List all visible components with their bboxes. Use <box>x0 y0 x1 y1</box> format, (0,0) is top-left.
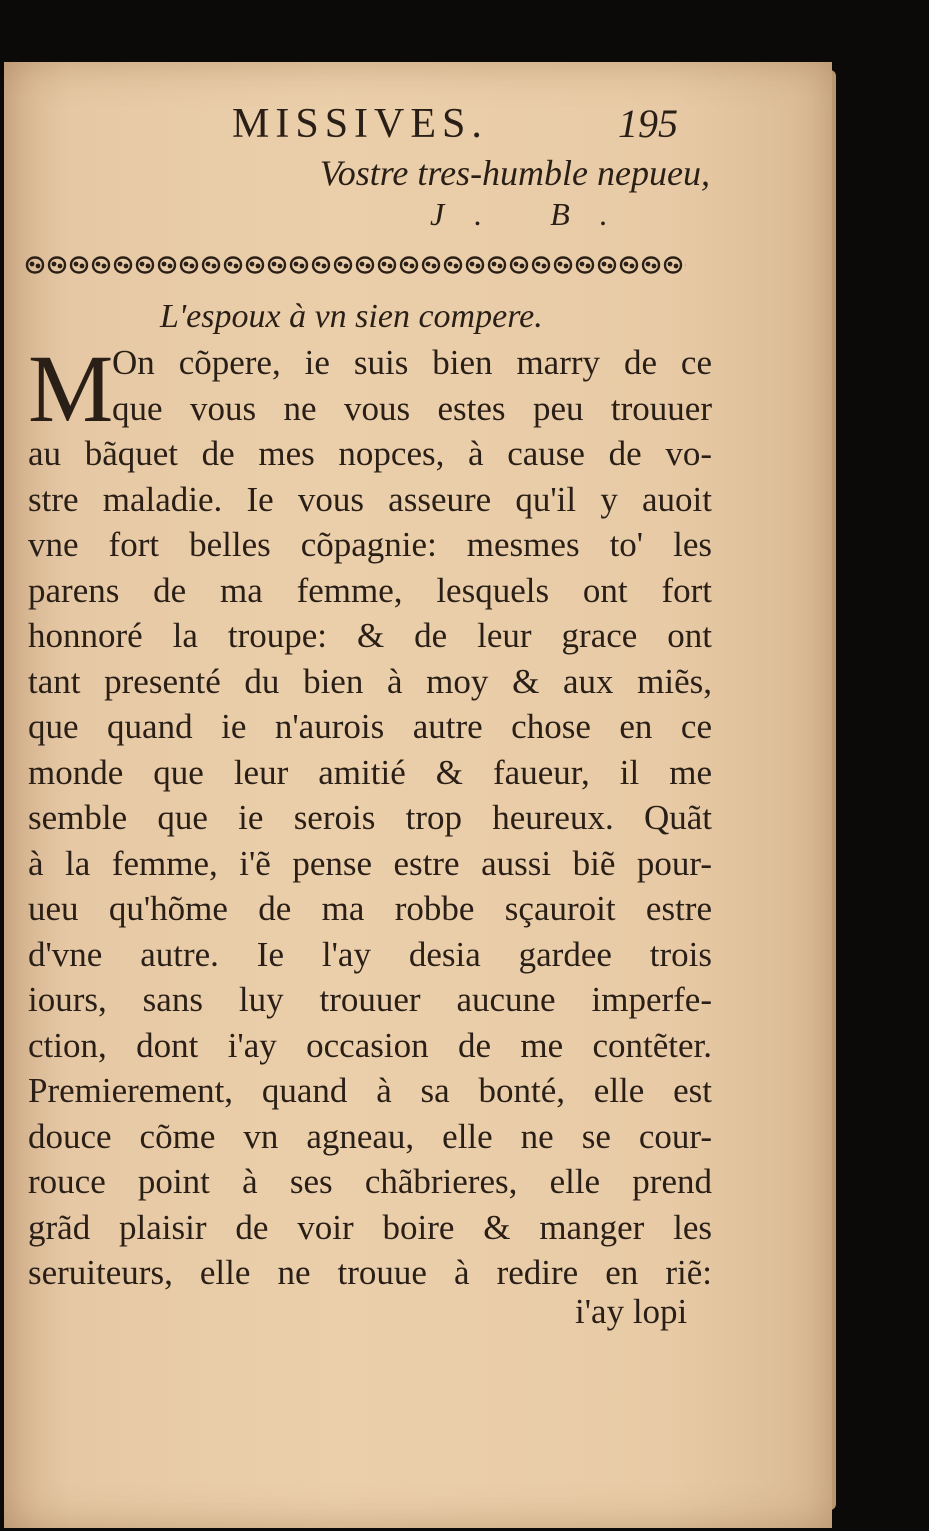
text-line: iours, sans luy trouuer aucune imperfe- <box>28 980 712 1019</box>
text-line: semble que ie serois trop heureux. Quãt <box>28 798 712 837</box>
page-header <box>0 100 929 150</box>
text-line: à la femme, i'ẽ pense estre aussi biẽ pour- <box>28 843 712 883</box>
text-line: On cõpere, ie suis bien marry de ce <box>112 343 712 382</box>
text-line: ueu qu'hõme de ma robbe sçauroit estre <box>28 889 712 928</box>
page-number: 195 <box>618 101 678 146</box>
signature-initials: J. B. <box>430 196 638 232</box>
catchword: i'ay lopi <box>575 1292 688 1331</box>
text-line: douce cõme vn agneau, elle ne se cour- <box>28 1116 712 1156</box>
text-line: tant presenté du bien à moy & aux miẽs, <box>28 661 712 701</box>
ornamental-border <box>24 250 686 280</box>
letter-heading: L'espoux à vn sien compere. <box>160 298 543 335</box>
text-line: Premierement, quand à sa bonté, elle est <box>28 1071 712 1110</box>
text-line: que vous ne vous estes peu trouuer <box>112 388 712 428</box>
text-line: au bãquet de mes nopces, à cause de vo- <box>28 434 712 473</box>
text-line: d'vne autre. Ie l'ay desia gardee trois <box>28 934 712 974</box>
text-line: seruiteurs, elle ne trouue à redire en riẽ: <box>28 1253 712 1292</box>
text-line: stre maladie. Ie vous asseure qu'il y auoit <box>28 479 712 519</box>
letter-closing: Vostre tres-humble nepueu, <box>319 153 710 193</box>
text-line: ction, dont i'ay occasion de me contẽter. <box>28 1025 712 1065</box>
text-line: honnoré la troupe: & de leur grace ont <box>28 616 712 655</box>
letter-body <box>28 335 712 1296</box>
text-line: monde que leur amitié & faueur, il me <box>28 752 712 792</box>
text-line: parens de ma femme, lesquels ont fort <box>28 570 712 610</box>
text-line: vne fort belles cõpagnie: mesmes to' les <box>28 525 712 564</box>
text-line: rouce point à ses chãbrieres, elle prend <box>28 1162 712 1201</box>
text-line: grãd plaisir de voir boire & manger les <box>28 1207 712 1247</box>
text-line: que quand ie n'aurois autre chose en ce <box>28 707 712 746</box>
drop-cap-initial: M <box>28 335 114 442</box>
running-title: MISSIVES. <box>232 101 488 147</box>
